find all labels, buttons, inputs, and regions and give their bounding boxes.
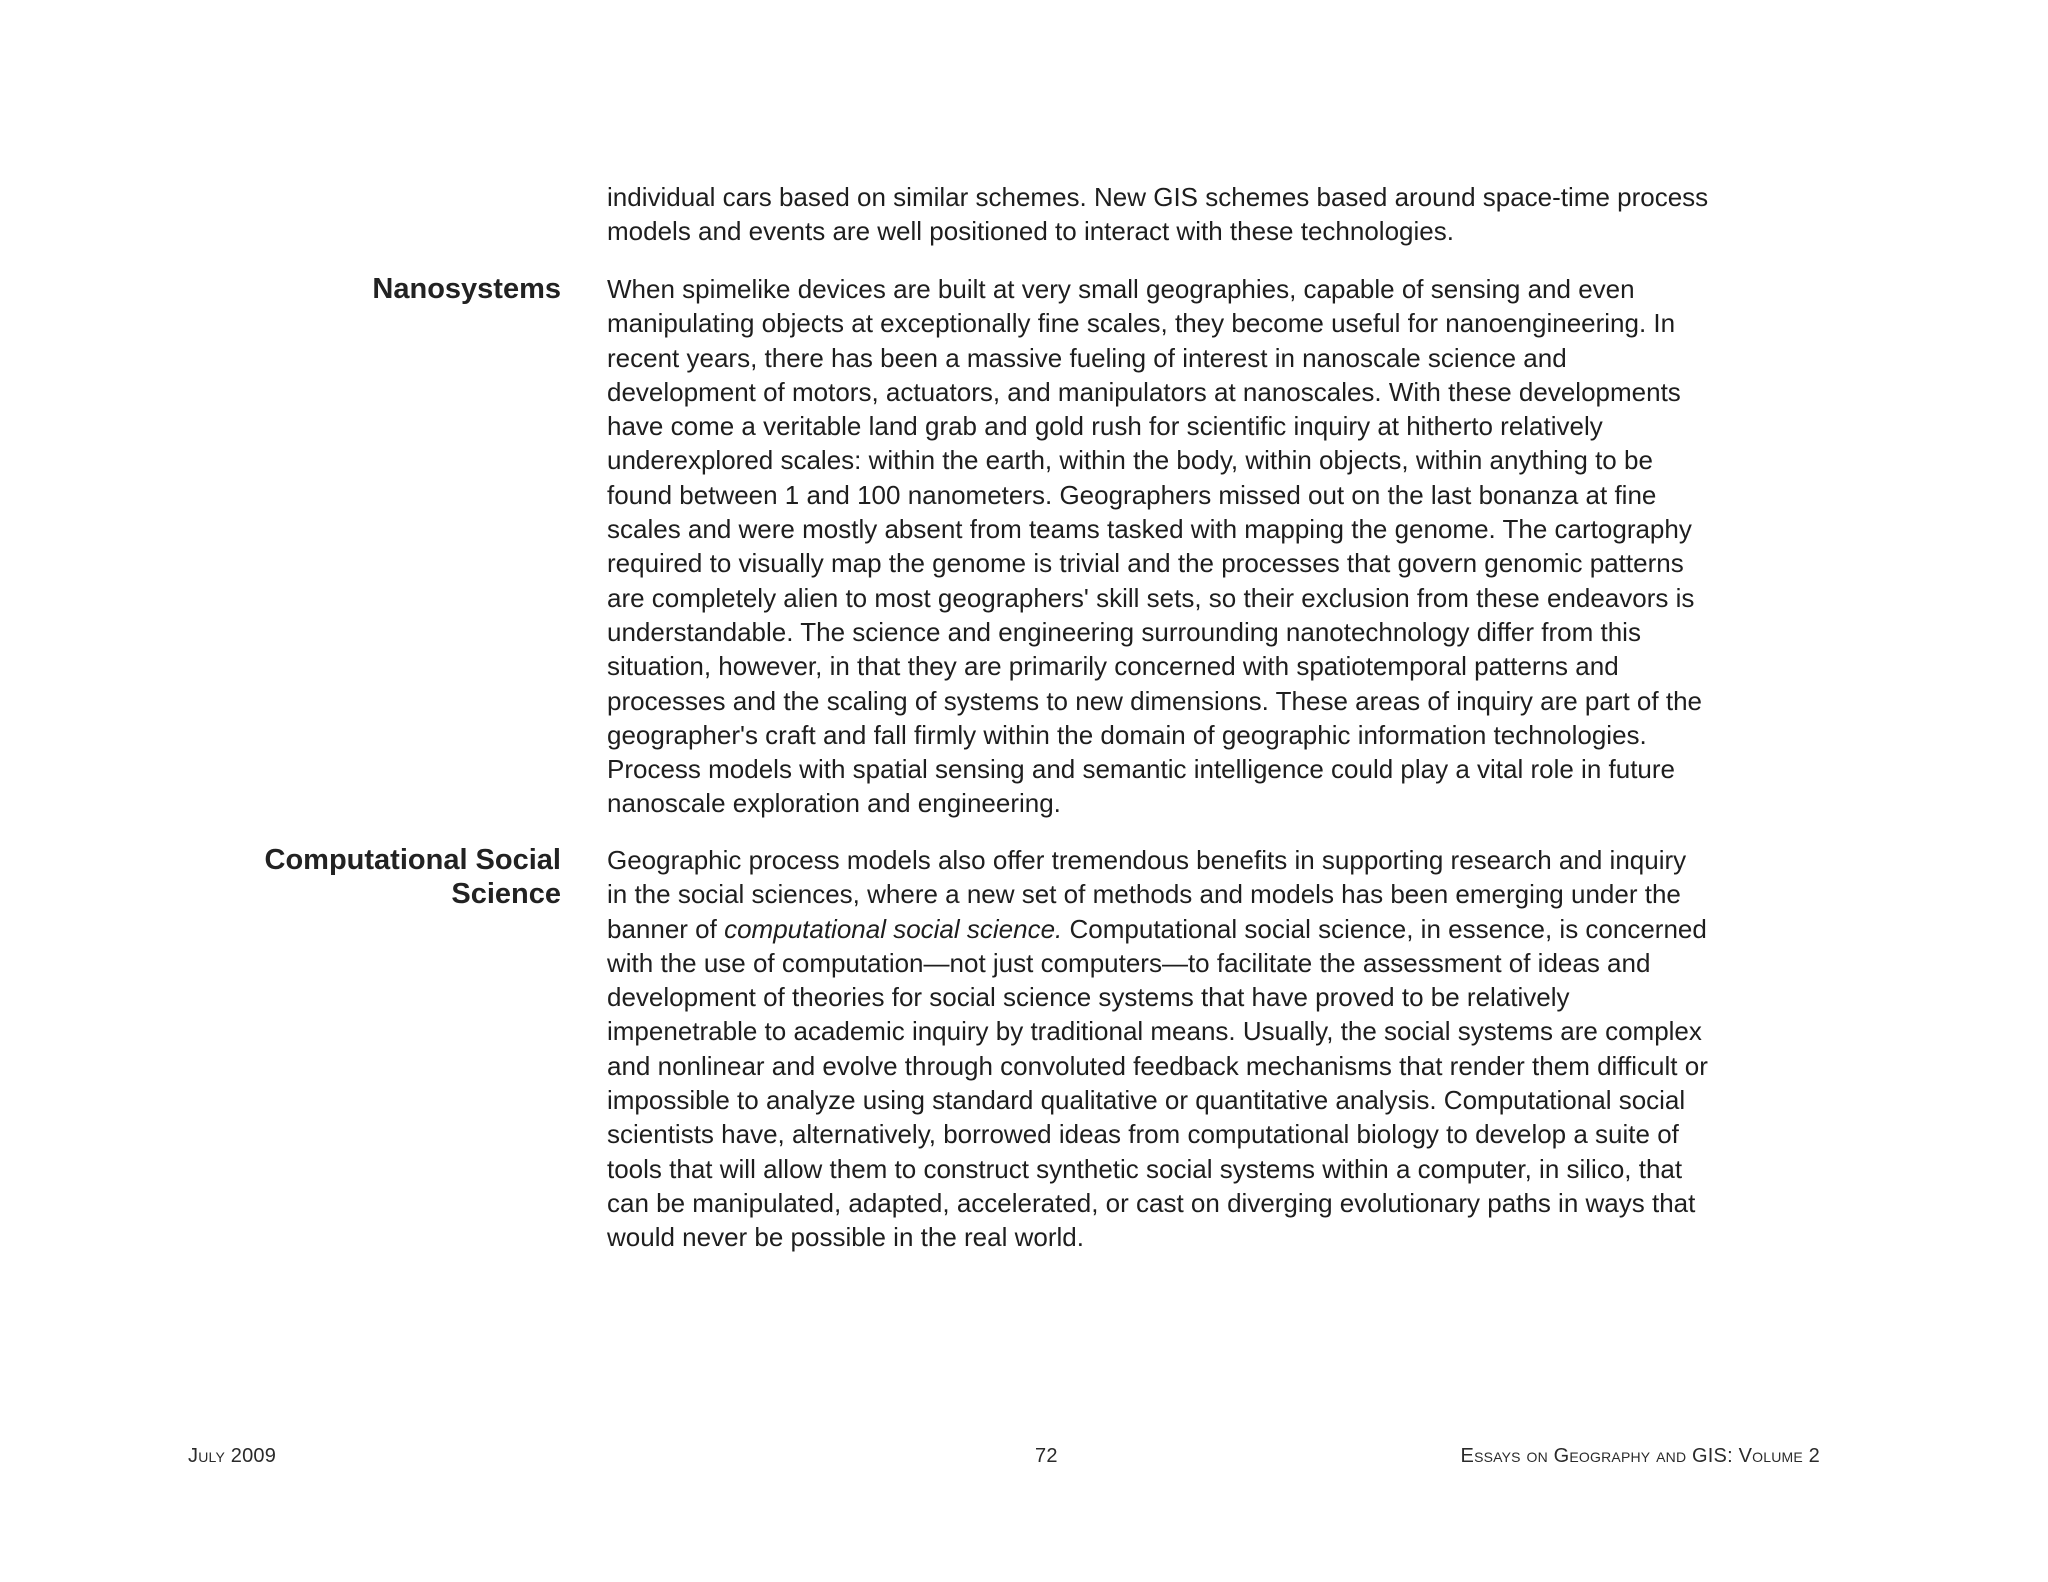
paragraph-line: nanoscale exploration and engineering.	[607, 788, 1061, 819]
paragraph-line: Geographic process models also offer tremendous benefits in supporting research and inquiry	[607, 845, 1687, 875]
paragraph-line: can be manipulated, adapted, accelerated, or cast on diverging evolutionary paths in ways that	[607, 1187, 1696, 1218]
footer-date: July 2009	[188, 1445, 277, 1467]
paragraph-line: geographer's craft and fall firmly within the domain of geographic information technologies.	[607, 719, 1647, 750]
paragraph-line: have come a veritable land grab and gold rush for scientific inquiry at hitherto relatively	[607, 411, 1603, 442]
paragraph-line: required to visually map the genome is trivial and the processes that govern genomic patterns	[607, 548, 1684, 579]
paragraph-line: development of motors, actuators, and manipulators at nanoscales. With these developments	[607, 376, 1681, 407]
paragraph-line: banner of computational social science. Computational social science, in essence, is concerned	[607, 913, 1707, 944]
continuation-paragraph	[607, 180, 1837, 249]
paragraph-line: recent years, there has been a massive fueling of interest in nanoscale science and	[607, 342, 1567, 373]
paragraph-line: Process models with spatial sensing and semantic intelligence could play a vital role in future	[607, 754, 1676, 785]
paragraph-line: manipulating objects at exceptionally fine scales, they become useful for nanoengineering. In	[607, 308, 1676, 339]
paragraph-line: models and events are well positioned to interact with these technologies.	[607, 216, 1454, 247]
paragraph-line: tools that will allow them to construct synthetic social systems within a computer, in silico, that	[607, 1153, 1683, 1184]
paragraph-line: found between 1 and 100 nanometers. Geographers missed out on the last bonanza at fine	[607, 479, 1657, 510]
paragraph-line: impossible to analyze using standard qualitative or quantitative analysis. Computational social	[607, 1085, 1686, 1116]
paragraph-line: are completely alien to most geographers' skill sets, so their exclusion from these endeavors is	[607, 582, 1695, 613]
section-heading-computational-social-science: Computational Social Science	[264, 844, 561, 911]
paragraph-line: When spimelike devices are built at very small geographies, capable of sensing and even	[607, 274, 1635, 304]
paragraph-line: understandable. The science and engineering surrounding nanotechnology differ from this	[607, 616, 1641, 647]
paragraph-line: underexplored scales: within the earth, within the body, within objects, within anything to be	[607, 445, 1653, 476]
italic-term: computational social science.	[724, 913, 1063, 944]
paragraph-line: scientists have, alternatively, borrowed ideas from computational biology to develop a suite of	[607, 1119, 1679, 1150]
paragraph-line: impenetrable to academic inquiry by traditional means. Usually, the social systems are complex	[607, 1016, 1702, 1047]
paragraph-line: and nonlinear and evolve through convoluted feedback mechanisms that render them difficult or	[607, 1050, 1708, 1081]
paragraph-line: would never be possible in the real world.	[607, 1222, 1084, 1253]
section-body-computational-social-science	[607, 843, 1837, 1255]
paragraph-line: development of theories for social science systems that have proved to be relatively	[607, 982, 1570, 1013]
paragraph-line: with the use of computation—not just computers—to facilitate the assessment of ideas and	[607, 947, 1651, 978]
paragraph-line: situation, however, in that they are primarily concerned with spatiotemporal patterns and	[607, 651, 1619, 682]
section-heading-nanosystems: Nanosystems	[372, 273, 561, 305]
paragraph-line: scales and were mostly absent from teams tasked with mapping the genome. The cartography	[607, 514, 1692, 545]
footer-page-number: 72	[1035, 1445, 1058, 1467]
section-body-nanosystems	[607, 272, 1837, 821]
paragraph-line: in the social sciences, where a new set of methods and models has been emerging under the	[607, 879, 1681, 910]
paragraph-line: processes and the scaling of systems to new dimensions. These areas of inquiry are part of the	[607, 685, 1702, 716]
paragraph-line: individual cars based on similar schemes. New GIS schemes based around space-time process	[607, 182, 1709, 212]
footer-publication-title: Essays on Geography and GIS: Volume 2	[1460, 1445, 1820, 1467]
